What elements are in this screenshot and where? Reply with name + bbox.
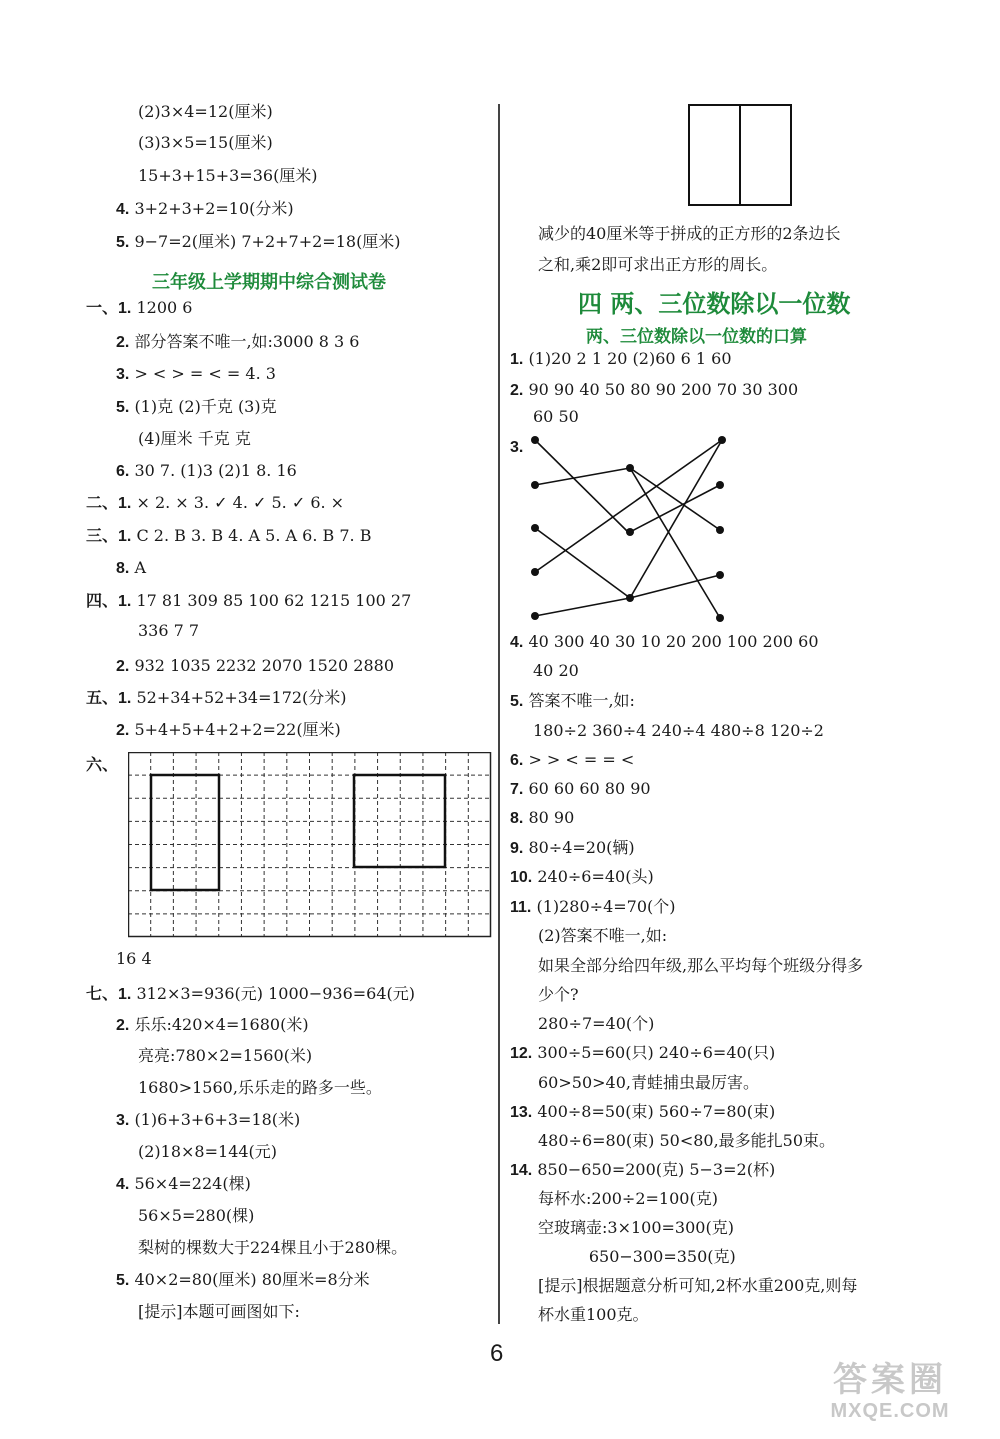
answer-line: 480÷6=80(束) 50<80,最多能扎50束。 [538, 1131, 836, 1150]
answer-line: 5. 答案不唯一,如: [510, 691, 635, 710]
sec7-line: 2. 乐乐:420×4=1680(米) [116, 1015, 309, 1034]
sec6-label: 六、 [86, 757, 119, 774]
sec2-line: 二、1. × 2. × 3. ✓ 4. ✓ 5. ✓ 6. × [86, 493, 345, 512]
matching-diagram [520, 430, 740, 630]
answer-line: 少个? [538, 985, 579, 1004]
note-line-2: 之和,乘2即可求出正方形的周长。 [538, 255, 778, 274]
watermark-logo [790, 1360, 990, 1430]
sec1-line: (4)厘米 千克 克 [138, 429, 251, 448]
answer-line: 180÷2 360÷4 240÷4 480÷8 120÷2 [533, 721, 824, 740]
answer-line: 280÷7=40(个) [538, 1014, 655, 1033]
answer-line: 每杯水:200÷2=100(克) [538, 1189, 718, 1208]
dot [531, 524, 539, 532]
answer-line: 40 20 [533, 661, 579, 680]
answer-line: 如果全部分给四年级,那么平均每个班级分得多 [538, 956, 864, 975]
sec3-line: 8. A [116, 558, 146, 577]
dot [718, 436, 726, 444]
dot [626, 464, 634, 472]
sec1-line: 6. 30 7. (1)3 (2)1 8. 16 [116, 461, 297, 480]
sec4-line: 2. 932 1035 2232 2070 1520 2880 [116, 656, 394, 675]
sec7-line: (2)18×8=144(元) [138, 1142, 278, 1161]
answer-line: 60>50>40,青蛙捕虫最厉害。 [538, 1073, 759, 1092]
answer-line: 2. 90 90 40 50 80 90 200 70 30 300 [510, 380, 799, 399]
sec7-line: 4. 56×4=224(棵) [116, 1174, 251, 1193]
left-line-1: (2)3×4=12(厘米) [138, 102, 273, 121]
column-divider [498, 104, 500, 1324]
sec7-line: 5. 40×2=80(厘米) 80厘米=8分米 [116, 1270, 370, 1289]
dot [626, 528, 634, 536]
sec1-line: 3. > < > = < = 4. 3 [116, 364, 276, 383]
section-title: 两、三位数除以一位数的口算 [586, 327, 807, 347]
sec1-line: 一、1. 1200 6 [86, 298, 193, 317]
sec4-line: 336 7 7 [138, 621, 200, 640]
sec5-line: 五、1. 52+34+52+34=172(分米) [86, 688, 347, 707]
answer-line: 6. > > < = = < [510, 750, 635, 769]
left-line-3: 15+3+15+3=36(厘米) [138, 166, 318, 185]
grid-answer: 16 4 [116, 949, 152, 968]
answer-line: 14. 850−650=200(克) 5−3=2(杯) [510, 1160, 776, 1179]
sec3-line: 三、1. C 2. B 3. B 4. A 5. A 6. B 7. B [86, 526, 372, 545]
sec7-line: 3. (1)6+3+6+3=18(米) [116, 1110, 301, 1129]
answer-line: 杯水重100克。 [538, 1305, 649, 1324]
sec1-line: 2. 部分答案不唯一,如:3000 8 3 6 [116, 332, 360, 351]
answer-line: 3. [510, 439, 524, 456]
answer-line: 650−300=350(克) [538, 1247, 736, 1266]
sec1-line: 5. (1)克 (2)千克 (3)克 [116, 397, 277, 416]
note-line-1: 减少的40厘米等于拼成的正方形的2条边长 [538, 224, 841, 243]
answer-line: (2)答案不唯一,如: [538, 926, 668, 945]
page-number: 6 [490, 1340, 504, 1367]
chapter-title: 四 两、三位数除以一位数 [578, 290, 851, 318]
left-line-2: (3)3×5=15(厘米) [138, 133, 273, 152]
rectangle-figure [688, 104, 794, 208]
dot [531, 436, 539, 444]
sec7-line: 梨树的棵数大于224棵且小于280棵。 [138, 1238, 408, 1257]
dot [531, 612, 539, 620]
answer-line: 1. (1)20 2 1 20 (2)60 6 1 60 [510, 349, 732, 368]
sec5-line: 2. 5+4+5+4+2+2=22(厘米) [116, 720, 341, 739]
watermark-url: MXQE.COM [830, 1400, 950, 1422]
sec7-line: 七、1. 312×3=936(元) 1000−936=64(元) [86, 984, 416, 1003]
answer-line: 13. 400÷8=50(束) 560÷7=80(束) [510, 1102, 776, 1121]
answer-line: 8. 80 90 [510, 808, 575, 827]
sec7-line: 1680>1560,乐乐走的路多一些。 [138, 1078, 382, 1097]
answer-line: 60 50 [533, 407, 579, 426]
dot [716, 614, 724, 622]
answer-line: 7. 60 60 60 80 90 [510, 779, 651, 798]
answer-line: 4. 40 300 40 30 10 20 200 100 200 60 [510, 632, 819, 651]
rectangle-shape-1 [151, 775, 219, 890]
left-line-4: 4. 3+2+3+2=10(分米) [116, 199, 294, 218]
dot [716, 481, 724, 489]
dot [716, 571, 724, 579]
answer-line: 空玻璃壶:3×100=300(克) [538, 1218, 734, 1237]
exam-title: 三年级上学期期中综合测试卷 [152, 272, 386, 293]
dot [626, 594, 634, 602]
dot [716, 526, 724, 534]
answer-line: 9. 80÷4=20(辆) [510, 838, 635, 857]
sec4-line: 四、1. 17 81 309 85 100 62 1215 100 27 [86, 591, 412, 610]
answer-line: [提示]根据题意分析可知,2杯水重200克,则每 [538, 1276, 858, 1295]
answer-line: 11. (1)280÷4=70(个) [510, 897, 676, 916]
dot [531, 481, 539, 489]
sec7-line: [提示]本题可画图如下: [138, 1302, 300, 1321]
answer-line: 10. 240÷6=40(头) [510, 867, 654, 886]
grid-figure [128, 752, 492, 938]
answer-line: 12. 300÷5=60(只) 240÷6=40(只) [510, 1043, 776, 1062]
left-line-5: 5. 9−7=2(厘米) 7+2+7+2=18(厘米) [116, 232, 401, 251]
dot [531, 568, 539, 576]
sec7-line: 亮亮:780×2=1560(米) [138, 1046, 313, 1065]
sec7-line: 56×5=280(棵) [138, 1206, 255, 1225]
watermark-text: 答案圈 [833, 1361, 947, 1399]
